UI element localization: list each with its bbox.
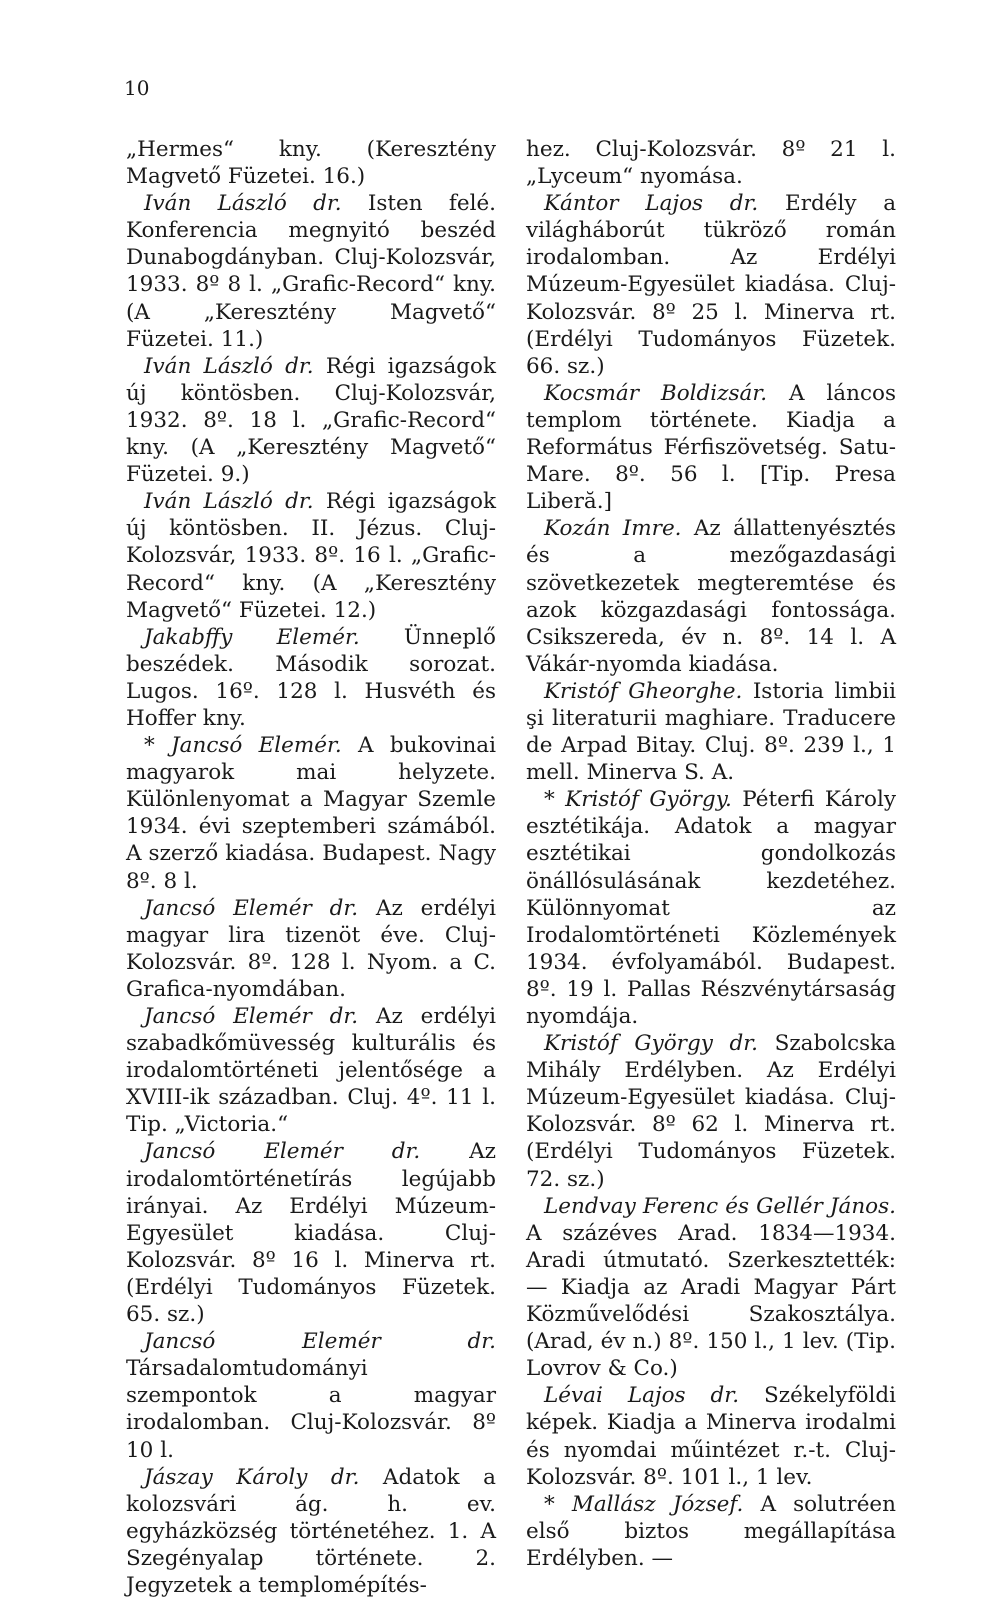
entry-text: Társadalomtudományi szempontok a magyar irodalomban. Cluj-Kolozsvár. 8º 10 l. bbox=[126, 1356, 496, 1463]
entry-text: hez. Cluj-Kolozsvár. 8º 21 l. „Lyceum“ nyomása. bbox=[526, 137, 896, 190]
entry-text: Az erdélyi szabadkőmüvesség kulturális és irodalomtörténeti jelentősége a XVIII-ik században. Cluj. 4º. 11 l. Tip. „Victoria.“ bbox=[126, 1004, 496, 1138]
entry-author: Iván László dr. bbox=[144, 191, 342, 217]
bibliography-entry bbox=[526, 1491, 896, 1572]
entry-author: Jancsó Elemér dr. bbox=[144, 1329, 496, 1355]
entry-author: Lendvay Ferenc és Gellér János. bbox=[544, 1193, 896, 1219]
entry-author: Kocsmár Boldizsár. bbox=[544, 380, 768, 406]
entry-author: Iván László dr. bbox=[144, 489, 314, 515]
entry-text: Istoria limbii şi literaturii maghiare. Traducere de Arpad Bitay. Cluj. 8º. 239 l., 1 mell. Minerva S. A. bbox=[526, 678, 896, 786]
bibliography-entry bbox=[126, 624, 496, 732]
bibliography-entry bbox=[126, 190, 496, 353]
new-entry-asterisk: * bbox=[544, 787, 566, 813]
bibliography-entry bbox=[526, 190, 896, 380]
entry-author: Kozán Imre. bbox=[544, 516, 682, 542]
entry-text: „Hermes“ kny. (Keresztény Magvető Füzetei. 16.) bbox=[126, 137, 496, 190]
entry-author: Jancsó Elemér. bbox=[171, 733, 342, 759]
bibliography-entry bbox=[526, 1193, 896, 1383]
entry-text: Az irodalomtörténetírás legújabb irányai. Az Erdélyi Múzeum-Egyesület kiadása. Cluj-Kolozsvár. 8º 16 l. Minerva rt. (Erdélyi Tudományos Füzetek. 65. sz.) bbox=[126, 1139, 496, 1328]
entry-text: Az erdélyi magyar lira tizenöt éve. Cluj-Kolozsvár. 8º. 128 l. Nyom. a C. Grafica-nyomdában. bbox=[126, 895, 496, 1002]
entry-author: Kristóf Gheorghe. bbox=[544, 678, 743, 704]
new-entry-asterisk: * bbox=[544, 1491, 572, 1517]
bibliography-entry bbox=[526, 1030, 896, 1193]
new-entry-asterisk: * bbox=[144, 733, 172, 759]
left-column bbox=[126, 136, 496, 1599]
entry-text: A solutréen első biztos megállapítása Erdélyben. — bbox=[526, 1491, 896, 1571]
bibliography-entry bbox=[526, 1382, 896, 1490]
entry-text: Régi igazságok új köntösben. Cluj-Kolozsvár, 1932. 8º. 18 l. „Grafic-Record“ kny. (A „Keresztény Magvető“ Füzetei. 9.) bbox=[126, 353, 497, 488]
bibliography-entry bbox=[526, 136, 896, 190]
bibliography-entry bbox=[126, 136, 496, 190]
entry-author: Jancsó Elemér dr. bbox=[144, 1004, 359, 1029]
entry-text: Adatok a kolozsvári ág. h. ev. egyházközség történetéhez. 1. A Szegényalap története. 2. Jegyzetek a templomépítés- bbox=[126, 1464, 496, 1598]
bibliography-entry bbox=[126, 1328, 496, 1463]
entry-author: Jakabffy Elemér. bbox=[144, 624, 360, 650]
entry-text: Az állattenyésztés és a mezőgazdasági szövetkezetek megteremtése és azok közgazdasági fontossága. Csikszereda, év n. 8º. 14 l. A Vákár-nyomda kiadása. bbox=[526, 516, 896, 677]
entry-author: Kristóf György dr. bbox=[544, 1031, 758, 1057]
entry-text: Ünneplő beszédek. Második sorozat. Lugos. 16º. 128 l. Husvéth és Hoffer kny. bbox=[126, 624, 496, 731]
bibliography-entry bbox=[526, 786, 896, 1030]
bibliography-entry bbox=[126, 1138, 496, 1328]
bibliography-entry bbox=[126, 488, 496, 623]
entry-author: Jancsó Elemér dr. bbox=[144, 1139, 421, 1165]
entry-author: Jancsó Elemér dr. bbox=[144, 895, 359, 921]
entry-text: Erdély a világháborút tükröző román irodalomban. Az Erdélyi Múzeum-Egyesület kiadása. Cluj-Kolozsvár. 8º 25 l. Minerva rt. (Erdélyi Tudományos Füzetek. 66. sz.) bbox=[526, 191, 897, 379]
entry-author: Jászay Károly dr. bbox=[144, 1464, 360, 1490]
bibliography-entry bbox=[526, 515, 896, 678]
right-column bbox=[526, 136, 896, 1572]
entry-text: Isten felé. Konferencia megnyitó beszéd Dunabogdányban. Cluj-Kolozsvár, 1933. 8º 8 l. „Grafic-Record“ kny. (A „Keresztény Magvető“ Füzetei. 11.) bbox=[126, 191, 496, 352]
entry-text: A százéves Arad. 1834—1934. Aradi útmutató. Szerkesztették: — Kiadja az Aradi Magyar Párt Közművelődési Szakosztálya. (Arad, év n.) 8º. 150 l., 1 lev. (Tip. Lovrov & Co.) bbox=[526, 1220, 896, 1382]
entry-text: Péterfi Károly esztétikája. Adatok a magyar esztétikai gondolkozás önállósulásának kezdetéhez. Különnyomat az Irodalomtörténeti Közlemények 1934. évfolyamából. Budapest. 8º. 19 l. Pallas Részvénytársaság nyomdája. bbox=[526, 787, 896, 1029]
entry-author: Mallász József. bbox=[571, 1491, 744, 1517]
entry-text: A bukovinai magyarok mai helyzete. Különlenyomat a Magyar Szemle 1934. évi szeptemberi számából. A szerző kiadása. Budapest. Nagy 8º. 8 l. bbox=[126, 733, 496, 894]
bibliography-entry bbox=[126, 353, 496, 488]
entry-author: Kristóf György. bbox=[565, 787, 732, 813]
entry-author: Lévai Lajos dr. bbox=[544, 1383, 740, 1409]
entry-text: Régi igazságok új köntösben. II. Jézus. Cluj-Kolozsvár, 1933. 8º. 16 l. „Grafic-Record“ kny. (A „Keresztény Magvető“ Füzetei. 12.) bbox=[126, 489, 497, 623]
bibliography-entry bbox=[126, 895, 496, 1003]
entry-author: Kántor Lajos dr. bbox=[544, 191, 759, 217]
bibliography-entry bbox=[126, 1464, 496, 1599]
entry-text: Székelyföldi képek. Kiadja a Minerva irodalmi és nyomdai műintézet r.-t. Cluj-Kolozsvár. 8º. 101 l., 1 lev. bbox=[526, 1383, 896, 1490]
entry-author: Iván László dr. bbox=[144, 353, 314, 379]
bibliography-entry bbox=[526, 380, 896, 515]
bibliography-entry bbox=[526, 678, 896, 786]
bibliography-entry bbox=[126, 1003, 496, 1138]
page-number: 10 bbox=[124, 76, 150, 100]
entry-text: A láncos templom története. Kiadja a Református Férfiszövetség. Satu-Mare. 8º. 56 l. [Tip. Presa Liberă.] bbox=[526, 380, 896, 515]
entry-text: Szabolcska Mihály Erdélyben. Az Erdélyi Múzeum-Egyesület kiadása. Cluj-Kolozsvár. 8º 62 l. Minerva rt. (Erdélyi Tudományos Füzetek. 72. sz.) bbox=[526, 1031, 896, 1192]
bibliography-entry bbox=[126, 732, 496, 895]
